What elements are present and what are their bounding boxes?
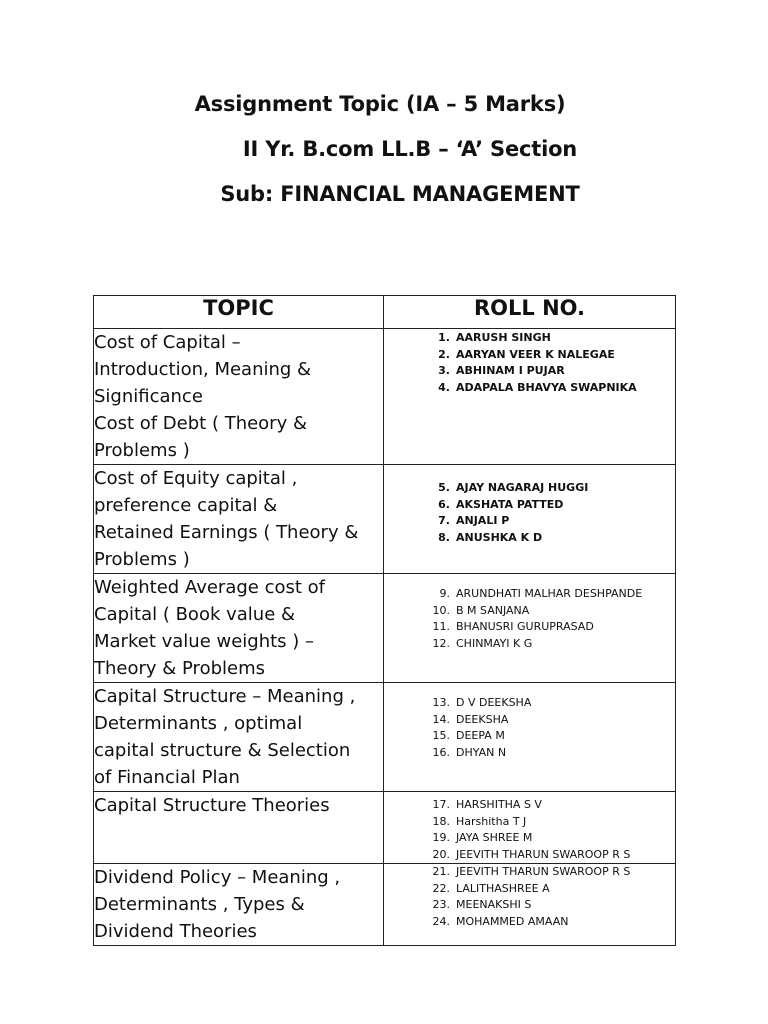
topic-cell: [94, 329, 384, 465]
topic-line: Retained Earnings ( Theory &: [94, 522, 359, 543]
table-row: [94, 683, 676, 792]
roll-number: 11.: [432, 620, 450, 633]
table-header-row: [94, 296, 676, 329]
topic-line: capital structure & Selection: [94, 740, 351, 761]
student-name: AARUSH SINGH: [456, 331, 551, 344]
roll-number: 8.: [438, 530, 450, 544]
topic-line: Market value weights ) –: [94, 631, 315, 652]
topic-column-header: TOPIC: [94, 296, 384, 329]
student-item: [384, 728, 675, 745]
student-item: [384, 497, 675, 514]
student-list: [384, 574, 675, 652]
student-name: D V DEEKSHA: [456, 696, 532, 709]
roll-number: 18.: [432, 814, 450, 828]
topic-line: Determinants , optimal: [94, 713, 303, 734]
roll-number: 23.: [432, 898, 450, 911]
topic-line: Cost of Equity capital ,: [94, 468, 298, 489]
topic-cell: [94, 864, 384, 946]
student-item: [384, 363, 675, 380]
student-name: CHINMAYI K G: [456, 636, 533, 650]
roll-cell: [384, 465, 676, 574]
topic-line: Cost of Capital –: [94, 332, 241, 353]
student-name: DHYAN N: [456, 745, 507, 759]
student-item: [384, 814, 675, 831]
student-name: ANUSHKA K D: [456, 530, 543, 544]
roll-number: 21.: [432, 865, 450, 878]
student-list: [384, 683, 675, 761]
student-item: [384, 380, 675, 397]
roll-number: 9.: [439, 587, 450, 600]
roll-number: 6.: [438, 497, 450, 511]
student-name: MOHAMMED AMAAN: [456, 914, 569, 928]
student-name: ARUNDHATI MALHAR DESHPANDE: [456, 587, 643, 600]
roll-number: 13.: [432, 696, 450, 709]
topic-cell: [94, 792, 384, 864]
roll-cell: [384, 683, 676, 792]
roll-number: 24.: [432, 914, 450, 928]
topic-line: Theory & Problems: [94, 658, 265, 679]
roll-number: 12.: [432, 636, 450, 650]
student-name: HARSHITHA S V: [456, 798, 542, 811]
roll-number: 3.: [438, 364, 450, 377]
topic-line: Problems ): [94, 440, 190, 461]
roll-number: 2.: [438, 347, 450, 361]
table-row: [94, 792, 676, 864]
roll-number: 14.: [432, 712, 450, 726]
roll-number: 7.: [438, 514, 450, 527]
student-name: DEEKSHA: [456, 712, 509, 726]
topic-line: Capital ( Book value &: [94, 604, 296, 625]
topic-line: Significance: [94, 386, 203, 407]
topic-line: Weighted Average cost of: [94, 577, 325, 598]
roll-number: 20.: [432, 847, 450, 861]
student-item: [384, 513, 675, 530]
student-item: [384, 745, 675, 762]
student-list: [384, 329, 675, 396]
student-name: JEEVITH THARUN SWAROOP R S: [456, 847, 631, 861]
roll-number: 4.: [438, 380, 450, 394]
student-list: [384, 465, 675, 546]
student-name: Harshitha T J: [456, 814, 527, 828]
topic-line: Capital Structure Theories: [94, 795, 330, 816]
table-row: [94, 329, 676, 465]
student-list: [384, 792, 675, 863]
student-name: AKSHATA PATTED: [456, 497, 564, 511]
topic-cell: [94, 465, 384, 574]
student-name: ANJALI P: [456, 514, 510, 527]
student-name: ADAPALA BHAVYA SWAPNIKA: [456, 380, 637, 394]
student-item: [384, 347, 675, 364]
topic-cell: [94, 574, 384, 683]
student-item: [384, 586, 675, 603]
roll-number: 19.: [432, 831, 450, 844]
student-name: B M SANJANA: [456, 603, 530, 617]
roll-number: 5.: [438, 481, 450, 494]
student-item: [384, 619, 675, 636]
student-item: [384, 636, 675, 653]
topic-line: preference capital &: [94, 495, 278, 516]
student-item: [384, 530, 675, 547]
student-name: JEEVITH THARUN SWAROOP R S: [456, 865, 631, 878]
student-item: [384, 712, 675, 729]
topic-line: Dividend Theories: [94, 921, 257, 942]
assignment-table: [93, 295, 676, 946]
topic-cell: [94, 683, 384, 792]
student-item: [384, 830, 675, 847]
student-name: ABHINAM I PUJAR: [456, 364, 565, 377]
roll-number: 17.: [432, 798, 450, 811]
student-name: DEEPA M: [456, 729, 505, 742]
student-name: LALITHASHREE A: [456, 881, 550, 895]
roll-column-header: ROLL NO.: [384, 296, 676, 329]
table-row: [94, 574, 676, 683]
student-name: MEENAKSHI S: [456, 898, 532, 911]
student-item: [384, 847, 675, 864]
student-item: [384, 797, 675, 814]
roll-cell: [384, 792, 676, 864]
student-name: AARYAN VEER K NALEGAE: [456, 347, 615, 361]
roll-number: 10.: [432, 603, 450, 617]
topic-line: Introduction, Meaning &: [94, 359, 312, 380]
student-list: [384, 864, 675, 930]
student-item: [384, 881, 675, 898]
roll-number: 16.: [432, 745, 450, 759]
table-row: [94, 864, 676, 946]
subject-line: Sub: FINANCIAL MANAGEMENT: [220, 182, 580, 206]
student-item: [384, 480, 675, 497]
student-item: [384, 914, 675, 931]
roll-cell: [384, 574, 676, 683]
table-row: [94, 465, 676, 574]
assignment-title: Assignment Topic (IA – 5 Marks): [194, 92, 566, 116]
class-section-line: II Yr. B.com LL.B – ‘A’ Section: [242, 137, 578, 161]
student-item: [384, 864, 675, 881]
student-name: JAYA SHREE M: [456, 831, 533, 844]
roll-number: 22.: [432, 881, 450, 895]
roll-number: 1.: [438, 331, 450, 344]
roll-number: 15.: [432, 729, 450, 742]
topic-line: Determinants , Types &: [94, 894, 305, 915]
topic-line: Problems ): [94, 549, 190, 570]
topic-line: Capital Structure – Meaning ,: [94, 686, 356, 707]
student-item: [384, 603, 675, 620]
topic-line: Cost of Debt ( Theory &: [94, 413, 307, 434]
topic-line: Dividend Policy – Meaning ,: [94, 867, 341, 888]
roll-cell: [384, 864, 676, 946]
roll-cell: [384, 329, 676, 465]
student-item: [384, 330, 675, 347]
topic-line: of Financial Plan: [94, 767, 240, 788]
student-name: AJAY NAGARAJ HUGGI: [456, 481, 589, 494]
student-item: [384, 695, 675, 712]
student-item: [384, 897, 675, 914]
student-name: BHANUSRI GURUPRASAD: [456, 620, 594, 633]
